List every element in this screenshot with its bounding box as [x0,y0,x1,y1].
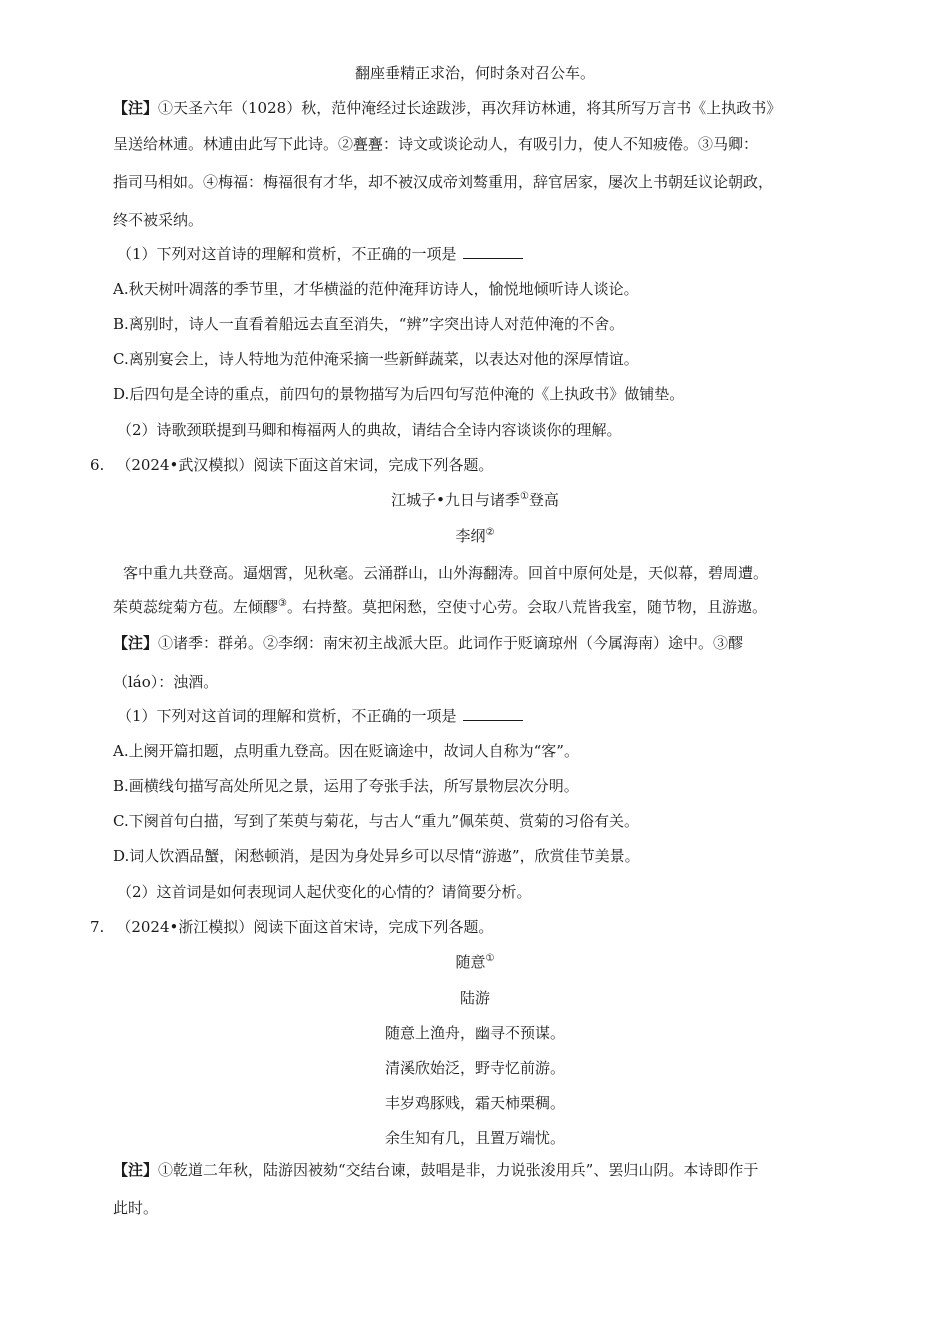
q7-poem-title [0,952,950,972]
q6-poem-body2 [113,597,767,617]
q5-sub1 [117,244,523,264]
q6-title-footnote: ① [519,491,529,502]
q6-option-b: B.画横线句描写高处所见之景，运用了夸张手法，所写景物层次分明。 [113,777,579,795]
q6-option-c: C.下阕首句白描，写到了茱萸与菊花，与古人“重九”佩茱萸、赏菊的习俗有关。 [113,812,640,830]
q7-verse-4: 余生知有几，且置万端忧。 [384,1129,565,1147]
q6-answer-blank[interactable] [463,706,523,721]
q6-note-line2: （láo）：浊酒。 [113,673,219,691]
q6-sub1 [117,706,523,726]
note5-line2: 呈送给林逋。林逋由此写下此诗。②亹亹：诗文或谈论动人，有吸引力，使人不知疲倦。③马卿： [113,135,759,153]
q6-intro: （2024•武汉模拟）阅读下面这首宋词，完成下列各题。 [116,456,494,474]
q6-body2-part1: 茱萸蕊绽菊方苞。左倾醪 [113,598,279,616]
q7-heading [90,917,493,937]
q7-note-line2: 此时。 [113,1199,159,1217]
q6-body2-footnote: ③ [278,598,287,609]
note5-line4: 终不被采纳。 [113,211,204,229]
q7-verse-2: 清溪欣始泛，野寺忆前游。 [384,1059,565,1077]
q5-option-a: A.秋天树叶凋落的季节里，才华横溢的范仲淹拜访诗人，愉悦地倾听诗人谈论。 [113,280,639,298]
q7-poem-author: 陆游 [459,989,490,1007]
q7-verse-1: 随意上渔舟，幽寻不预谋。 [384,1024,565,1042]
q7-note-text1: ①乾道二年秋，陆游因被劾“交结台谏，鼓唱是非，力说张浚用兵”、罢归山阴。本诗即作于 [158,1161,759,1179]
note5-line1 [113,98,781,118]
q7-intro: （2024•浙江模拟）阅读下面这首宋诗，完成下列各题。 [116,918,494,936]
q7-title-text: 随意 [455,953,486,971]
q6-poem-author [0,526,950,546]
q7-note-line1 [113,1160,758,1180]
q6-note-text1: ①诸季：群弟。②李纲：南宋初主战派大臣。此词作于贬谪琼州（今属海南）途中。③醪 [158,634,744,652]
poem5-last-line: 翻座垂精正求治，何时条对召公车。 [354,64,595,82]
q6-sub2: （2）这首词是如何表现词人起伏变化的心情的？请简要分析。 [117,883,532,901]
q6-author-name: 李纲 [455,527,486,545]
q5-sub1-text: （1）下列对这首诗的理解和赏析，不正确的一项是 [117,245,457,263]
q6-poem-title [0,490,950,510]
q6-note-line1 [113,633,743,653]
q5-option-b: B.离别时，诗人一直看着船远去直至消失，“辨”字突出诗人对范仲淹的不舍。 [113,315,625,333]
q6-option-a: A.上阕开篇扣题，点明重九登高。因在贬谪途中，故词人自称为“客”。 [113,742,579,760]
q6-title-main: 江城子•九日与诸季 [391,491,520,509]
note5-line3: 指司马相如。④梅福：梅福很有才华，却不被汉成帝刘骜重用，辞官居家，屡次上书朝廷议论朝政， [113,173,774,191]
q6-number: 6. [90,456,105,474]
q6-sub1-text: （1）下列对这首词的理解和赏析，不正确的一项是 [117,707,457,725]
q6-poem-body1: 客中重九共登高。逼烟霄，见秋毫。云涌群山，山外海翻涛。回首中原何处是，天似幕，碧周遭。 [123,564,769,582]
q5-option-c: C.离别宴会上，诗人特地为范仲淹采摘一些新鲜蔬菜，以表达对他的深厚情谊。 [113,350,639,368]
q6-option-d: D.词人饮酒品蟹，闲愁顿消，是因为身处异乡可以尽情“游遨”，欣赏佳节美景。 [113,847,640,865]
note5-label: 【注】 [113,99,159,117]
q6-note-label: 【注】 [113,634,159,652]
q6-body2-part2: 。右持螯。莫把闲愁，空使寸心劳。会取八荒皆我室，随节物，且游遨。 [286,598,767,616]
q6-title-end: 登高 [528,491,559,509]
q7-verse-3: 丰岁鸡豚贱，霜天柿栗稠。 [384,1094,565,1112]
q6-author-footnote: ② [485,527,495,538]
q7-note-label: 【注】 [113,1161,159,1179]
note5-text1: ①天圣六年（1028）秋，范仲淹经过长途跋涉，再次拜访林逋，将其所写万言书《上执政书》 [158,99,782,117]
q5-sub2: （2）诗歌颈联提到马卿和梅福两人的典故，请结合全诗内容谈谈你的理解。 [117,421,622,439]
q7-title-footnote: ① [485,953,495,964]
q5-answer-blank[interactable] [463,244,523,259]
q7-number: 7. [90,918,105,936]
q5-option-d: D.后四句是全诗的重点，前四句的景物描写为后四句写范仲淹的《上执政书》做铺垫。 [113,385,685,403]
q6-heading [90,455,493,475]
